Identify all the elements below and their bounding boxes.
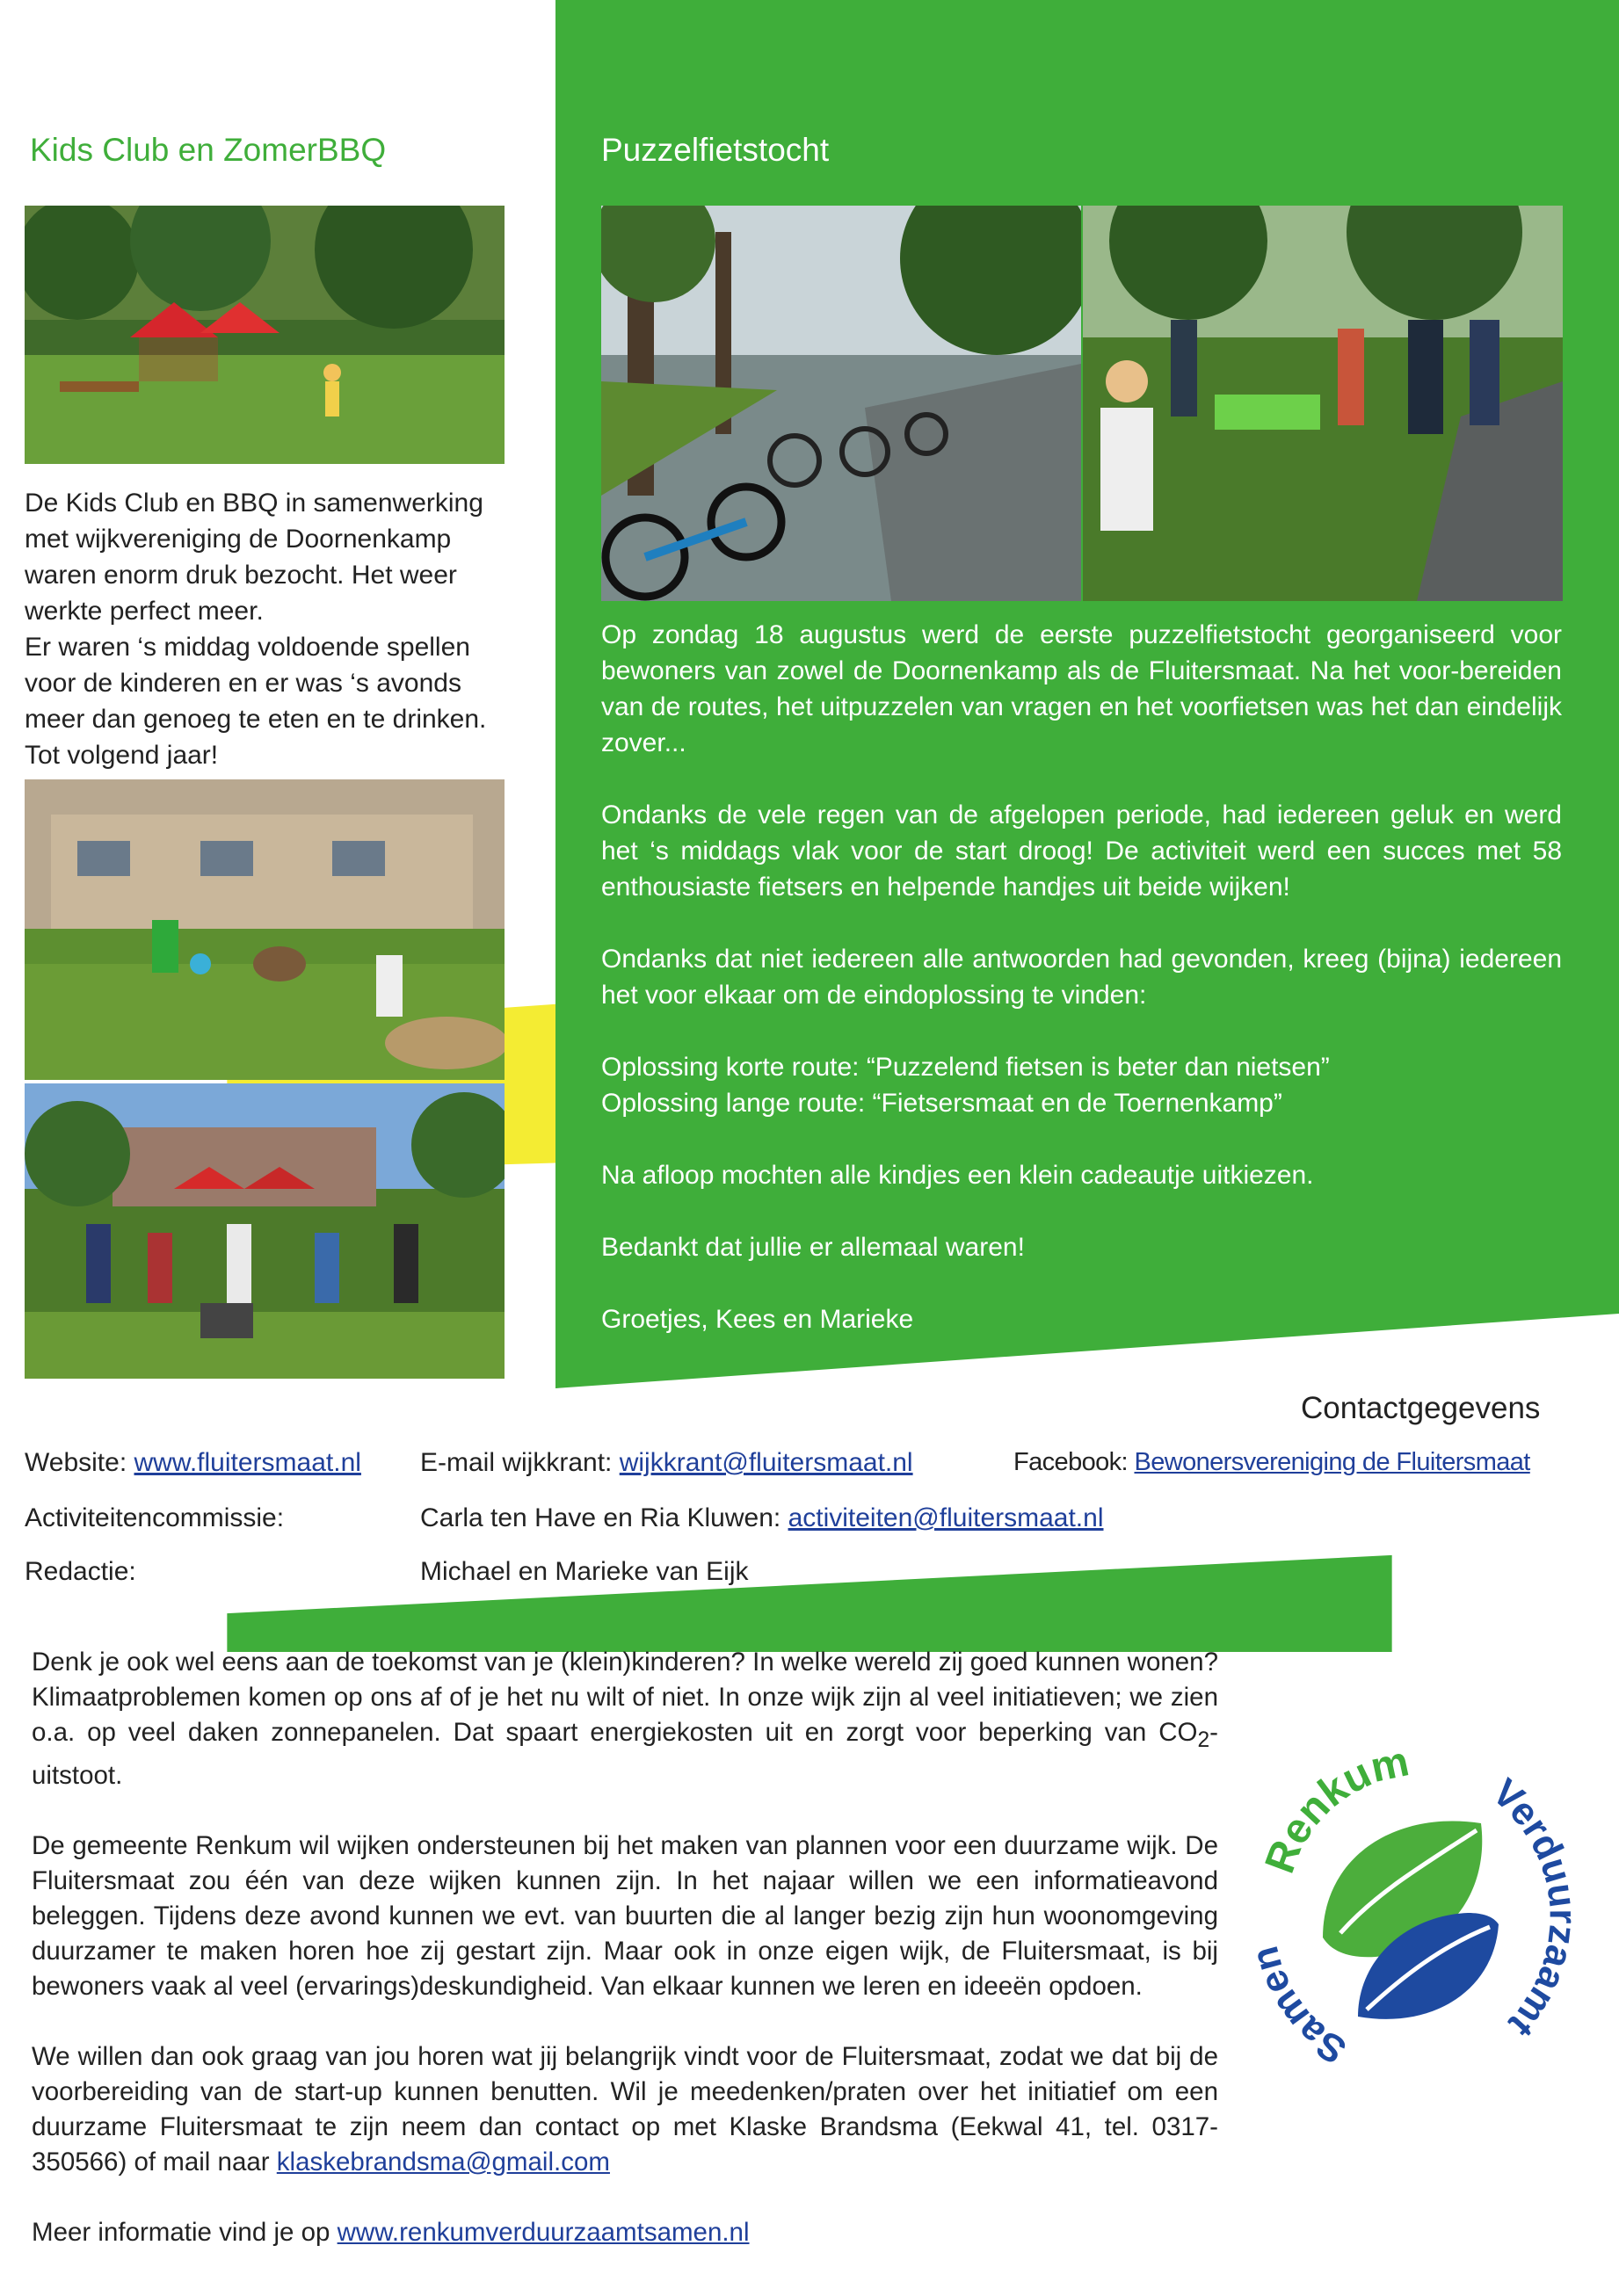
paragraph: Bedankt dat jullie er allemaal waren! — [601, 1233, 1025, 1262]
facebook-link[interactable]: Bewonersvereniging de Fluitersmaat — [1134, 1448, 1530, 1476]
contact-title: Contactgegevens — [1301, 1391, 1541, 1425]
facebook-row — [1013, 1448, 1530, 1477]
photo-pony-rides — [25, 779, 505, 1080]
website-link[interactable]: www.fluitersmaat.nl — [134, 1448, 361, 1477]
text-line: waren enorm druk bezocht. Het weer — [25, 561, 457, 590]
facebook-label: Facebook: — [1013, 1448, 1135, 1476]
website-row — [25, 1448, 361, 1478]
logo-word-top: Renkum — [1256, 1738, 1413, 1880]
klaske-email-link[interactable]: klaskebrandsma@gmail.com — [276, 2147, 610, 2176]
text-line: werkte perfect meer. — [25, 597, 264, 626]
paragraph: Ondanks de vele regen van de afgelopen periode, had iedereen geluk en werd het ‘s middags vlak voor de start droog! De activiteit werd een succes met 58 enthousiaste fietsers en helpende handjes uit beide wijken! — [601, 800, 1562, 902]
activities-label: Activiteitencommissie: — [25, 1503, 285, 1532]
solution-short-route: Oplossing korte route: “Puzzelend fietsen is beter dan nietsen” — [601, 1053, 1330, 1082]
paragraph: De gemeente Renkum wil wijken ondersteunen bij het maken van plannen voor een duurzame wijk. De Fluitersmaat zou één van deze wijken kunnen zijn. In het najaar willen we een informatieavond beleggen. Tijdens deze avond kunnen we evt. van buurten die al langer bezig zijn hun woonomgeving duurzamer te maken horen hoe zij gestart zijn. Maar ook in onze eigen wijk, de Fluitersmaat, is bij bewoners vaak al veel (ervarings)deskundigheid. Van elkaar kunnen we leren en ideeën opdoen. — [32, 1830, 1218, 2001]
website-label: Website: — [25, 1448, 134, 1477]
logo-word-right: Verduurzaamt — [1484, 1771, 1585, 2046]
paragraph-text: We willen dan ook graag van jou horen wat jij belangrijk vindt voor de Fluitersmaat, zodat we dat bij de voorbereiding van de start-up kunnen benutten. Wil je meedenken/praten over het initiatief om een duurzame Fluitersmaat te zijn neem dan contact op met Klaske Brandsma (Eekwal 41, tel. 0317-350566) of mail naar — [32, 2041, 1218, 2176]
activities-link[interactable]: activiteiten@fluitersmaat.nl — [788, 1503, 1104, 1532]
paragraph-text: -uitstoot. — [32, 1718, 1218, 1790]
photo-parked-bikes — [601, 206, 1081, 601]
kids-club-heading: Kids Club en ZomerBBQ — [30, 132, 387, 168]
text-line: voor de kinderen en er was ‘s avonds — [25, 669, 461, 698]
paragraph: Op zondag 18 augustus werd de eerste puzzelfietstocht georganiseerd voor bewoners van zowel de Doornenkamp als de Fluitersmaat. Na het voor-bereiden van de routes, het uitpuzzelen van vragen en het voorfietsen was het dan eindelijk zover... — [601, 620, 1562, 757]
email-row — [420, 1448, 913, 1478]
activities-row — [420, 1503, 1104, 1533]
logo-word-left: Samen — [1243, 1941, 1354, 2073]
paragraph-text: Denk je ook wel eens aan de toekomst van je (klein)kinderen? In welke wereld zij goed kunnen wonen? Klimaatproblemen komen op ons af of je het nu wilt of niet. In onze wijk zijn al veel initiatieven; we zien o.a. op veel daken zonnepanelen. Dat spaart energiekosten uit en zorgt voor beperking van CO — [32, 1648, 1218, 1747]
paragraph — [32, 2039, 1218, 2180]
editor-label: Redactie: — [25, 1557, 136, 1586]
text-line: De Kids Club en BBQ in samenwerking — [25, 489, 483, 518]
renkum-website-link[interactable]: www.renkumverduurzaamtsamen.nl — [337, 2217, 750, 2247]
photo-kids-club-tents — [25, 206, 505, 464]
text-line: met wijkvereniging de Doornenkamp — [25, 525, 452, 554]
signature: Groetjes, Kees en Marieke — [601, 1305, 914, 1334]
text-line: Tot volgend jaar! — [25, 741, 219, 770]
photo-bbq-crowd — [25, 1083, 505, 1379]
co2-subscript: 2 — [1197, 1727, 1210, 1752]
text-line: Er waren ‘s middag voldoende spellen — [25, 633, 470, 662]
email-link[interactable]: wijkkrant@fluitersmaat.nl — [619, 1448, 913, 1477]
paragraph-text: Meer informatie vind je op — [32, 2217, 338, 2247]
activities-names: Carla ten Have en Ria Kluwen: — [420, 1503, 788, 1532]
sustainability-article — [32, 1645, 1218, 2285]
paragraph — [32, 1645, 1218, 1793]
puzzle-ride-text — [601, 617, 1562, 1373]
paragraph: Na afloop mochten alle kindjes een klein cadeautje uitkiezen. — [601, 1161, 1314, 1190]
text-line: meer dan genoeg te eten en te drinken. — [25, 705, 487, 734]
puzzle-ride-heading: Puzzelfietstocht — [601, 132, 830, 168]
paragraph — [32, 2215, 1218, 2250]
kids-club-text — [25, 485, 508, 773]
solution-long-route: Oplossing lange route: “Fietsersmaat en de Toernenkamp” — [601, 1089, 1282, 1118]
renkum-verduurzaamt-samen-logo — [1226, 1727, 1595, 2096]
paragraph: Ondanks dat niet iedereen alle antwoorden had gevonden, kreeg (bijna) iedereen het voor elkaar om de eindoplossing te vinden: — [601, 945, 1562, 1010]
email-label: E-mail wijkkrant: — [420, 1448, 620, 1477]
photo-finish-table — [1083, 206, 1563, 601]
editor-names: Michael en Marieke van Eijk — [420, 1557, 749, 1586]
